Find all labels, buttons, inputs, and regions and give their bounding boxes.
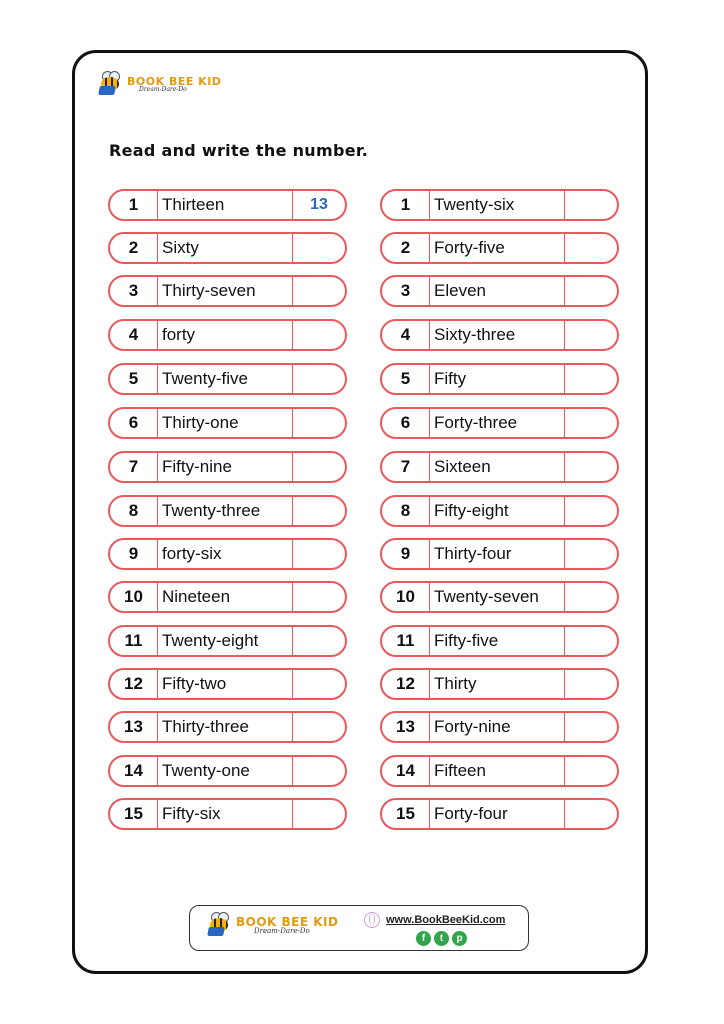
exercise-row xyxy=(380,581,619,613)
pinterest-icon[interactable]: p xyxy=(452,931,467,946)
answer-box[interactable] xyxy=(293,497,345,525)
exercise-row xyxy=(380,232,619,264)
exercise-row xyxy=(108,711,347,743)
answer-box[interactable] xyxy=(293,453,345,481)
number-word: forty xyxy=(158,321,293,349)
answer-box[interactable] xyxy=(565,670,617,698)
item-number: 13 xyxy=(382,713,430,741)
item-number: 4 xyxy=(382,321,430,349)
brand-tagline: Dream-Dare-Do xyxy=(139,85,187,93)
globe-icon xyxy=(364,912,380,928)
answer-box[interactable] xyxy=(293,713,345,741)
number-word: Fifty-five xyxy=(430,627,565,655)
item-number: 8 xyxy=(110,497,158,525)
number-word: Thirty-four xyxy=(430,540,565,568)
number-word: Thirty-three xyxy=(158,713,293,741)
item-number: 15 xyxy=(110,800,158,828)
answer-box[interactable] xyxy=(565,365,617,393)
number-word: Forty-five xyxy=(430,234,565,262)
answer-box[interactable] xyxy=(565,321,617,349)
number-word: Twenty-six xyxy=(430,191,565,219)
worksheet-title: Read and write the number. xyxy=(109,141,369,160)
answer-box[interactable] xyxy=(293,321,345,349)
exercise-row xyxy=(108,798,347,830)
number-word: Sixty-three xyxy=(430,321,565,349)
exercise-row xyxy=(108,755,347,787)
exercise-row xyxy=(380,451,619,483)
worksheet-frame xyxy=(72,50,648,974)
item-number: 2 xyxy=(382,234,430,262)
answer-box[interactable] xyxy=(565,277,617,305)
exercise-row xyxy=(108,319,347,351)
exercise-row xyxy=(108,495,347,527)
exercise-row xyxy=(380,798,619,830)
bee-icon xyxy=(97,71,123,97)
exercise-row xyxy=(380,625,619,657)
item-number: 12 xyxy=(110,670,158,698)
answer-box[interactable] xyxy=(565,497,617,525)
answer-box[interactable] xyxy=(293,365,345,393)
answer-box[interactable] xyxy=(293,409,345,437)
number-word: Nineteen xyxy=(158,583,293,611)
answer-box[interactable] xyxy=(293,670,345,698)
answer-box[interactable] xyxy=(565,540,617,568)
item-number: 10 xyxy=(110,583,158,611)
number-word: Thirty xyxy=(430,670,565,698)
item-number: 3 xyxy=(110,277,158,305)
answer-box[interactable] xyxy=(565,800,617,828)
number-word: Thirty-seven xyxy=(158,277,293,305)
item-number: 9 xyxy=(110,540,158,568)
exercise-row xyxy=(380,189,619,221)
number-word: Twenty-five xyxy=(158,365,293,393)
answer-box[interactable] xyxy=(293,800,345,828)
item-number: 7 xyxy=(382,453,430,481)
exercise-row xyxy=(108,581,347,613)
number-word: Forty-nine xyxy=(430,713,565,741)
answer-box[interactable] xyxy=(565,234,617,262)
item-number: 2 xyxy=(110,234,158,262)
website-text[interactable]: www.BookBeeKid.com xyxy=(386,914,506,926)
exercise-row xyxy=(380,363,619,395)
item-number: 13 xyxy=(110,713,158,741)
item-number: 14 xyxy=(110,757,158,785)
number-word: Fifty-nine xyxy=(158,453,293,481)
exercise-row xyxy=(380,407,619,439)
website-link[interactable] xyxy=(364,912,505,928)
exercise-row xyxy=(108,407,347,439)
number-word: Fifty-six xyxy=(158,800,293,828)
item-number: 1 xyxy=(382,191,430,219)
item-number: 9 xyxy=(382,540,430,568)
answer-box[interactable] xyxy=(565,409,617,437)
footer-brand-name: BOOK BEE KID xyxy=(236,914,339,929)
answer-box[interactable]: 13 xyxy=(310,196,328,213)
answer-box[interactable] xyxy=(565,453,617,481)
exercise-row xyxy=(108,625,347,657)
exercise-row xyxy=(108,363,347,395)
number-word: Sixty xyxy=(158,234,293,262)
item-number: 10 xyxy=(382,583,430,611)
bee-icon xyxy=(206,912,232,938)
number-word: Sixteen xyxy=(430,453,565,481)
item-number: 7 xyxy=(110,453,158,481)
item-number: 3 xyxy=(382,277,430,305)
item-number: 11 xyxy=(110,627,158,655)
number-word: Fifteen xyxy=(430,757,565,785)
footer-brand-logo xyxy=(206,912,338,938)
exercise-row xyxy=(108,668,347,700)
exercise-row xyxy=(380,755,619,787)
social-icons xyxy=(416,931,467,946)
answer-box[interactable] xyxy=(565,757,617,785)
number-word: Fifty-two xyxy=(158,670,293,698)
item-number: 4 xyxy=(110,321,158,349)
answer-box[interactable] xyxy=(293,627,345,655)
twitter-icon[interactable]: t xyxy=(434,931,449,946)
number-word: Eleven xyxy=(430,277,565,305)
answer-box[interactable] xyxy=(293,757,345,785)
exercise-row xyxy=(108,275,347,307)
number-word: Fifty xyxy=(430,365,565,393)
number-word: Fifty-eight xyxy=(430,497,565,525)
number-word: Thirteen xyxy=(158,191,293,219)
number-word: Forty-three xyxy=(430,409,565,437)
number-word: Twenty-eight xyxy=(158,627,293,655)
number-word: Twenty-one xyxy=(158,757,293,785)
number-word: Twenty-three xyxy=(158,497,293,525)
exercise-row xyxy=(380,319,619,351)
item-number: 8 xyxy=(382,497,430,525)
answer-box[interactable] xyxy=(293,583,345,611)
exercise-row xyxy=(108,232,347,264)
answer-box[interactable] xyxy=(565,627,617,655)
number-word: forty-six xyxy=(158,540,293,568)
answer-box[interactable] xyxy=(293,234,345,262)
item-number: 6 xyxy=(382,409,430,437)
footer-banner xyxy=(189,905,529,951)
exercise-row xyxy=(380,275,619,307)
item-number: 12 xyxy=(382,670,430,698)
exercise-row xyxy=(380,495,619,527)
item-number: 15 xyxy=(382,800,430,828)
exercise-row xyxy=(108,189,347,221)
exercise-row xyxy=(380,711,619,743)
item-number: 1 xyxy=(110,191,158,219)
footer-brand-tagline: Dream-Dare-Do xyxy=(254,926,310,935)
item-number: 11 xyxy=(382,627,430,655)
answer-box[interactable] xyxy=(293,540,345,568)
item-number: 14 xyxy=(382,757,430,785)
answer-box[interactable] xyxy=(293,277,345,305)
brand-name: BOOK BEE KID xyxy=(127,74,222,88)
answer-box[interactable] xyxy=(565,713,617,741)
item-number: 6 xyxy=(110,409,158,437)
item-number: 5 xyxy=(110,365,158,393)
exercise-row xyxy=(108,451,347,483)
facebook-icon[interactable]: f xyxy=(416,931,431,946)
answer-box[interactable] xyxy=(565,583,617,611)
exercise-row xyxy=(108,538,347,570)
number-word: Forty-four xyxy=(430,800,565,828)
answer-box[interactable] xyxy=(565,191,617,219)
brand-logo xyxy=(97,71,221,97)
number-word: Thirty-one xyxy=(158,409,293,437)
exercise-row xyxy=(380,668,619,700)
item-number: 5 xyxy=(382,365,430,393)
exercise-row xyxy=(380,538,619,570)
number-word: Twenty-seven xyxy=(430,583,565,611)
